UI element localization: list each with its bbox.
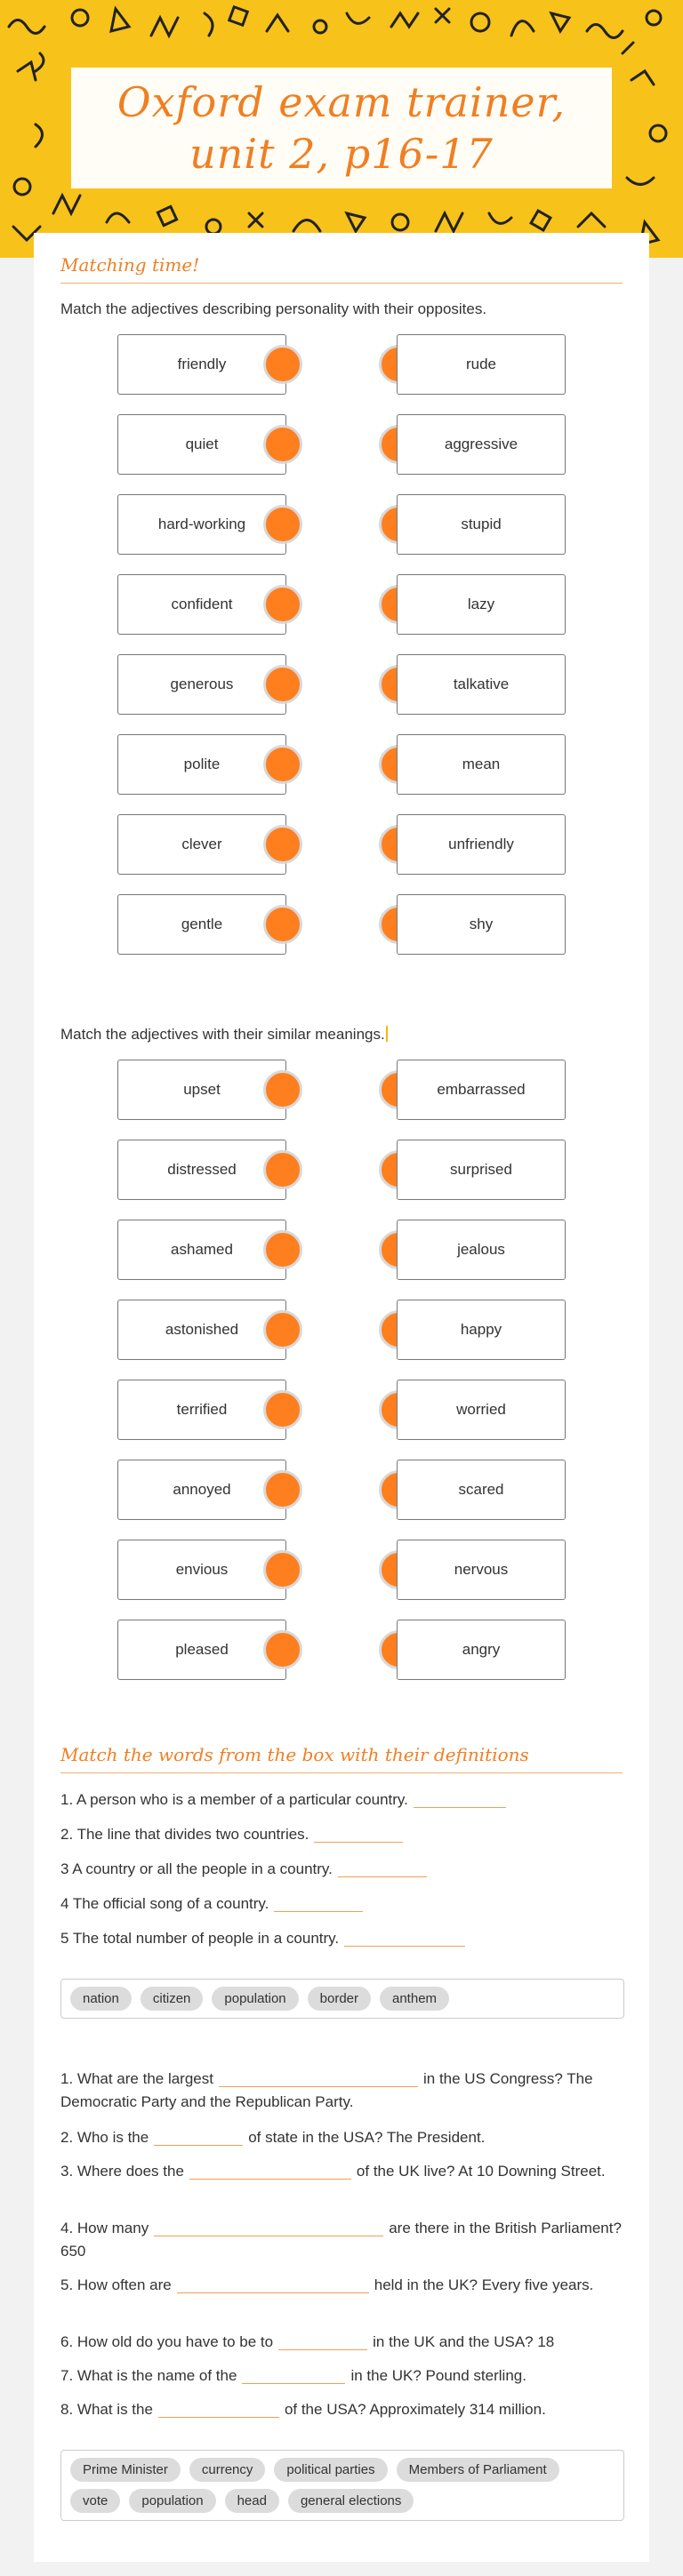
page-title-line2: unit 2, p16-17: [189, 130, 494, 178]
word-chip[interactable]: border: [308, 1987, 371, 2011]
question-item: 2. Who is the of state in the USA? The President.: [60, 2129, 486, 2146]
match-right-item[interactable]: aggressive: [397, 414, 566, 475]
worksheet-card: [34, 233, 649, 2562]
blank-input[interactable]: [158, 2402, 279, 2418]
match-connector-dot[interactable]: [263, 1070, 302, 1109]
definition-item: 4 The official song of a country.: [60, 1892, 630, 1916]
match-connector-dot[interactable]: [263, 1390, 302, 1429]
match-connector-dot[interactable]: [263, 1310, 302, 1349]
question-item: 6. How old do you have to be to in the UK and the USA? 18: [60, 2333, 555, 2350]
header-banner: [0, 0, 683, 258]
match-left-item[interactable]: friendly: [117, 334, 286, 395]
match-left-item[interactable]: generous: [117, 654, 286, 715]
word-chip[interactable]: political parties: [274, 2458, 387, 2482]
match-left-item[interactable]: terrified: [117, 1380, 286, 1440]
word-chip[interactable]: head: [225, 2489, 279, 2513]
match-connector-dot[interactable]: [263, 1150, 302, 1189]
match-left-item[interactable]: upset: [117, 1060, 286, 1120]
match-right-item[interactable]: mean: [397, 734, 566, 795]
match-connector-dot[interactable]: [263, 665, 302, 704]
match-right-item[interactable]: rude: [397, 334, 566, 395]
match-right-item[interactable]: talkative: [397, 654, 566, 715]
match-connector-dot[interactable]: [263, 1550, 302, 1589]
match-connector-dot[interactable]: [263, 425, 302, 464]
question-item: 8. What is the of the USA? Approximately 314 million.: [60, 2401, 546, 2418]
blank-input[interactable]: [177, 2277, 369, 2293]
match-left-item[interactable]: ashamed: [117, 1220, 286, 1280]
question-item: 7. What is the name of the in the UK? Pound sterling.: [60, 2367, 526, 2384]
question-item: 5. How often are held in the UK? Every five years.: [60, 2276, 594, 2293]
match-right-item[interactable]: unfriendly: [397, 814, 566, 875]
match-left-item[interactable]: pleased: [117, 1620, 286, 1680]
definition-item: 5 The total number of people in a country.: [60, 1927, 630, 1950]
match-right-item[interactable]: lazy: [397, 574, 566, 635]
word-chip[interactable]: vote: [70, 2489, 120, 2513]
word-chip[interactable]: population: [212, 1987, 298, 2011]
section-title-matching: Matching time!: [60, 254, 623, 284]
word-chip[interactable]: general elections: [288, 2489, 414, 2513]
match-connector-dot[interactable]: [263, 505, 302, 544]
word-chip[interactable]: nation: [70, 1987, 132, 2011]
match-right-item[interactable]: jealous: [397, 1220, 566, 1280]
match-left-item[interactable]: distressed: [117, 1140, 286, 1200]
word-chip[interactable]: Members of Parliament: [397, 2458, 559, 2482]
word-bank-definitions: [60, 1979, 624, 2019]
section-title-definitions: Match the words from the box with their definitions: [60, 1744, 623, 1773]
match-connector-dot[interactable]: [263, 585, 302, 624]
word-bank-questions: [60, 2450, 624, 2521]
match-left-item[interactable]: clever: [117, 814, 286, 875]
word-chip[interactable]: citizen: [141, 1987, 204, 2011]
question-item: 3. Where does the of the UK live? At 10 Downing Street.: [60, 2163, 606, 2180]
match-left-item[interactable]: gentle: [117, 894, 286, 955]
match-left-item[interactable]: astonished: [117, 1300, 286, 1360]
blank-input[interactable]: [338, 1861, 427, 1877]
blank-input[interactable]: [278, 2334, 367, 2350]
match-right-item[interactable]: embarrassed: [397, 1060, 566, 1120]
match-connector-dot[interactable]: [263, 1630, 302, 1669]
match-connector-dot[interactable]: [263, 345, 302, 384]
title-box: [71, 68, 612, 188]
word-chip[interactable]: population: [129, 2489, 215, 2513]
blank-input[interactable]: [242, 2368, 345, 2384]
match-left-item[interactable]: polite: [117, 734, 286, 795]
match-right-item[interactable]: shy: [397, 894, 566, 955]
blank-input[interactable]: [274, 1896, 363, 1912]
match-left-item[interactable]: envious: [117, 1540, 286, 1600]
instruction-opposites: Match the adjectives describing personality with their opposites.: [60, 300, 487, 317]
word-chip[interactable]: currency: [189, 2458, 266, 2482]
blank-input[interactable]: [219, 2071, 418, 2087]
blank-input[interactable]: [314, 1827, 403, 1843]
match-connector-dot[interactable]: [263, 1470, 302, 1509]
instruction-similar: Match the adjectives with their similar meanings.: [60, 1026, 388, 1044]
match-left-item[interactable]: hard-working: [117, 494, 286, 555]
match-left-item[interactable]: confident: [117, 574, 286, 635]
match-connector-dot[interactable]: [263, 745, 302, 784]
match-connector-dot[interactable]: [263, 1230, 302, 1269]
definition-item: 1. A person who is a member of a particular country.: [60, 1788, 630, 1812]
page-title-line1: Oxford exam trainer,: [117, 78, 566, 126]
match-right-item[interactable]: surprised: [397, 1140, 566, 1200]
match-right-item[interactable]: stupid: [397, 494, 566, 555]
question-item: 1. What are the largest in the US Congress? The Democratic Party and the Republican Party.: [60, 2070, 593, 2110]
match-left-item[interactable]: annoyed: [117, 1460, 286, 1520]
match-connector-dot[interactable]: [263, 825, 302, 864]
match-right-item[interactable]: angry: [397, 1620, 566, 1680]
blank-input[interactable]: [154, 2130, 243, 2146]
definition-item: 2. The line that divides two countries.: [60, 1823, 630, 1846]
match-connector-dot[interactable]: [263, 905, 302, 944]
blank-input[interactable]: [154, 2220, 383, 2236]
blank-input[interactable]: [414, 1792, 506, 1808]
definition-item: 3 A country or all the people in a country.: [60, 1858, 630, 1881]
match-right-item[interactable]: worried: [397, 1380, 566, 1440]
match-right-item[interactable]: happy: [397, 1300, 566, 1360]
word-chip[interactable]: anthem: [380, 1987, 449, 2011]
blank-input[interactable]: [344, 1931, 465, 1947]
blank-input[interactable]: [189, 2164, 351, 2180]
word-chip[interactable]: Prime Minister: [70, 2458, 181, 2482]
match-left-item[interactable]: quiet: [117, 414, 286, 475]
match-right-item[interactable]: scared: [397, 1460, 566, 1520]
question-item: 4. How many are there in the British Parliament? 650: [60, 2220, 622, 2260]
match-right-item[interactable]: nervous: [397, 1540, 566, 1600]
